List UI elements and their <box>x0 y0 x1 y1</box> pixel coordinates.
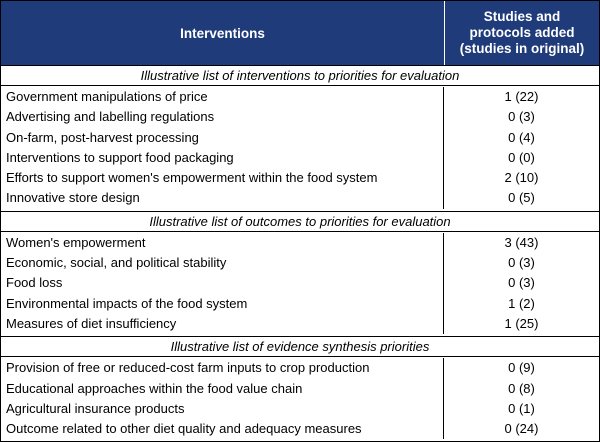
row-value: 0 (4) <box>508 129 535 145</box>
row-label: Women's empowerment <box>1 233 444 253</box>
row-value: 2 (10) <box>504 170 539 186</box>
row-label: Efforts to support women's empowerment within the food system <box>1 168 444 188</box>
row-label: Educational approaches within the food value chain <box>1 379 444 399</box>
section-rows-evidence-synthesis <box>1 356 599 441</box>
row-value: 0 (3) <box>508 109 535 125</box>
row-value: 0 (8) <box>508 380 535 396</box>
table-row <box>1 233 599 253</box>
row-value: 0 (5) <box>508 190 535 206</box>
table-row <box>1 87 599 107</box>
row-label: Interventions to support food packaging <box>1 148 444 168</box>
row-label: Outcome related to other diet quality and adequacy measures <box>1 419 444 439</box>
row-value: 1 (25) <box>504 315 539 331</box>
table-row <box>1 419 599 439</box>
row-value: 0 (9) <box>508 360 535 376</box>
table-row <box>1 188 599 208</box>
row-label: Measures of diet insufficiency <box>1 314 444 334</box>
table-row <box>1 168 599 188</box>
row-label: Provision of free or reduced-cost farm inputs to crop production <box>1 358 444 378</box>
section-rows-outcomes <box>1 231 599 336</box>
row-value: 0 (24) <box>504 421 539 437</box>
table-row <box>1 314 599 334</box>
table-row <box>1 253 599 273</box>
table-row <box>1 107 599 127</box>
row-label: Innovative store design <box>1 188 444 208</box>
row-label: On-farm, post-harvest processing <box>1 128 444 148</box>
row-label: Advertising and labelling regulations <box>1 107 444 127</box>
row-label: Economic, social, and political stability <box>1 253 444 273</box>
table-row <box>1 379 599 399</box>
section-title-outcomes: Illustrative list of outcomes to priorities for evaluation <box>1 211 599 231</box>
header-studies-added: Studies and protocols added (studies in original) <box>459 9 585 56</box>
row-value: 1 (2) <box>508 295 535 311</box>
table-row <box>1 128 599 148</box>
row-label: Government manipulations of price <box>1 87 444 107</box>
row-value: 0 (3) <box>508 275 535 291</box>
header-interventions: Interventions <box>1 1 445 65</box>
row-value: 0 (1) <box>508 400 535 416</box>
table-row <box>1 358 599 378</box>
section-rows-interventions <box>1 85 599 211</box>
table-row <box>1 273 599 293</box>
row-label: Environmental impacts of the food system <box>1 294 444 314</box>
section-title-interventions: Illustrative list of interventions to priorities for evaluation <box>1 65 599 85</box>
table-row <box>1 399 599 419</box>
row-value: 3 (43) <box>504 234 539 250</box>
table-header <box>1 1 599 65</box>
section-title-evidence-synthesis: Illustrative list of evidence synthesis priorities <box>1 336 599 356</box>
row-value: 1 (22) <box>504 89 539 104</box>
row-value: 0 (3) <box>508 255 535 271</box>
table-row <box>1 294 599 314</box>
row-label: Food loss <box>1 273 444 293</box>
row-label: Agricultural insurance products <box>1 399 444 419</box>
row-value: 0 (0) <box>508 149 535 165</box>
table-row <box>1 148 599 168</box>
